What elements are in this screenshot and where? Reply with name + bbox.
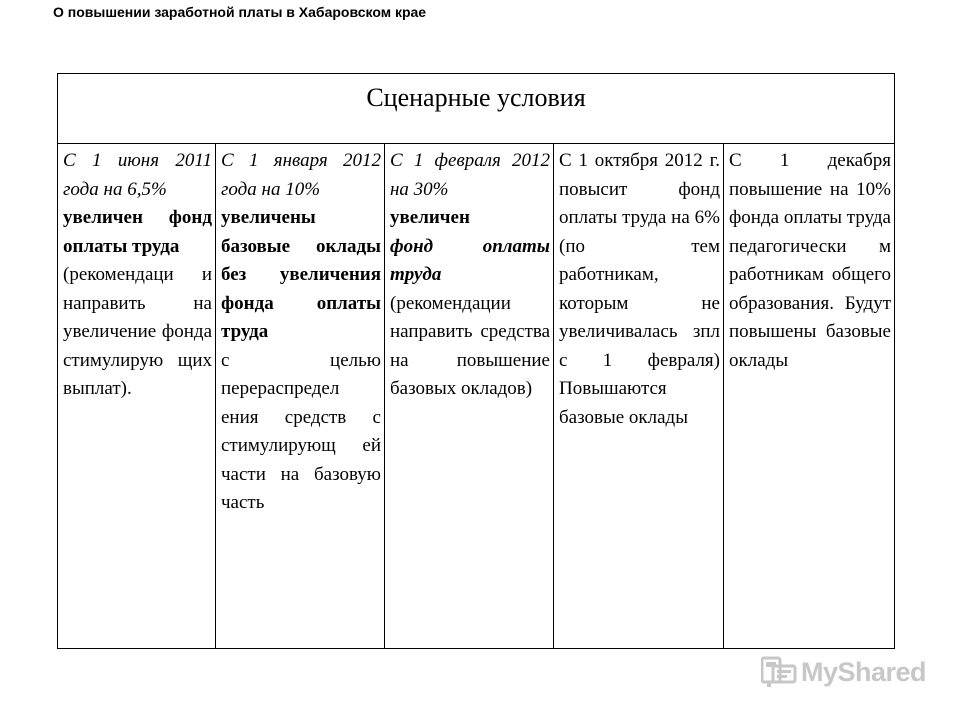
column-action-italic: фонд оплаты труда <box>390 235 550 285</box>
column-text: С 1 октября 2012 г. повысит фонд оплаты труда на 6% (по тем работникам, которым не увеличивалась зпл с 1 февраля) Повышаются базовые оклады <box>559 150 720 428</box>
column-detail: с целью перераспредел ения средств с стимулирующ ей части на базовую часть <box>221 349 381 513</box>
mail-board-icon <box>761 656 797 688</box>
table-column-january-2012 <box>215 144 384 648</box>
column-date: С 1 июня 2011 года на 6,5% <box>63 150 212 200</box>
table-column-june-2011 <box>58 144 215 648</box>
column-text: С 1 декабря повышение на 10% фонда оплаты труда педагогически м работникам общего образования. Будут повышены базовые оклады <box>729 150 891 371</box>
column-date: С 1 января 2012 года на 10% <box>221 150 381 200</box>
column-detail: (рекомендаци и направить на увеличение фонда стимулирую щих выплат). <box>63 264 212 399</box>
column-action: увеличен фонд оплаты труда <box>63 207 212 257</box>
column-action: увеличены базовые оклады без увеличения фонда оплаты труда <box>221 207 381 342</box>
column-date: С 1 февраля 2012 на 30% <box>390 150 550 200</box>
table-column-february-2012 <box>384 144 553 648</box>
watermark-text: MyShared <box>800 656 926 687</box>
table-heading: Сценарные условия <box>58 74 894 144</box>
table-column-october-2012 <box>553 144 723 648</box>
column-action: увеличен <box>390 207 470 228</box>
column-detail: (рекомендации направить средства на повышение базовых окладов) <box>390 292 550 399</box>
watermark-logo <box>761 656 926 688</box>
table-column-december-2012 <box>723 144 894 648</box>
page-title: О повышении заработной платы в Хабаровском крае <box>53 4 427 20</box>
scenario-table <box>57 73 895 649</box>
